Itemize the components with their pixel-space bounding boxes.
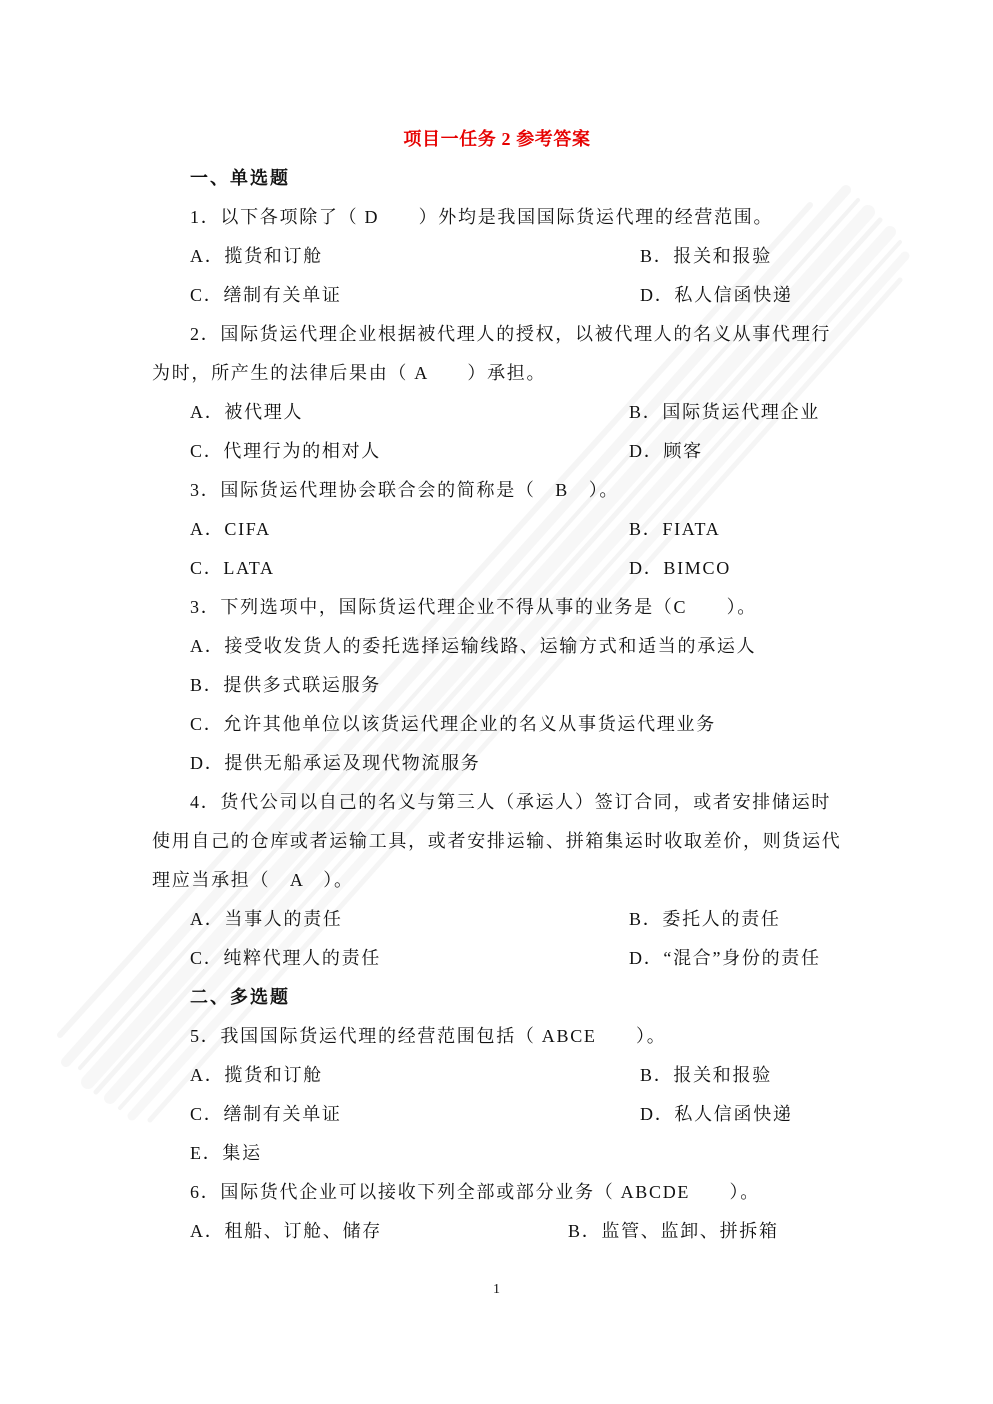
option-b: B．提供多式联运服务 <box>190 675 382 695</box>
option-e: E．集运 <box>190 1143 262 1163</box>
option-a: A．揽货和订舱 <box>190 1065 323 1085</box>
question-6-options-row <box>152 1212 842 1251</box>
question-3-options-row <box>152 549 842 588</box>
document-body <box>152 120 842 1251</box>
section-heading-single-choice: 一、单选题 <box>190 168 290 188</box>
question-5-text: 5．我国国际货运代理的经营范围包括（ ABCE ）。 <box>190 1026 667 1046</box>
question-4-text-line-2: 使用自己的仓库或者运输工具，或者安排运输、拼箱集运时收取差价，则货运代 <box>152 831 842 851</box>
question-3b-text: 3．下列选项中，国际货运代理企业不得从事的业务是（C ）。 <box>190 597 758 617</box>
option-a: A．CIFA <box>190 519 271 539</box>
question-4-options-row <box>152 939 842 978</box>
option-a: A．接受收发货人的委托选择运输线路、运输方式和适当的承运人 <box>190 636 757 656</box>
question-1-options-row <box>152 276 842 315</box>
option-c: C．缮制有关单证 <box>190 1104 342 1124</box>
question-5-options-row <box>152 1056 842 1095</box>
page-title: 项目一任务 2 参考答案 <box>403 129 591 149</box>
option-a: A．租船、订舱、储存 <box>190 1221 382 1241</box>
option-c: C．允许其他单位以该货运代理企业的名义从事货运代理业务 <box>190 714 716 734</box>
option-a: A．揽货和订舱 <box>190 246 323 266</box>
question-3-options-row <box>152 510 842 549</box>
question-2-options-row <box>152 393 842 432</box>
question-2-text-line-2: 为时，所产生的法律后果由（ A ）承担。 <box>152 363 547 383</box>
option-c: C．LATA <box>190 558 275 578</box>
question-5-options-row <box>152 1095 842 1134</box>
question-4-text-line-1: 4．货代公司以自己的名义与第三人（承运人）签订合同，或者安排储运时 <box>190 792 832 812</box>
option-b: B．委托人的责任 <box>629 909 781 929</box>
option-d: D．提供无船承运及现代物流服务 <box>190 753 481 773</box>
option-b: B．报关和报验 <box>640 246 772 266</box>
question-1-options-row <box>152 237 842 276</box>
option-d: D．“混合”身份的责任 <box>629 948 821 968</box>
option-d: D．BIMCO <box>629 558 731 578</box>
question-4-text-line-3: 理应当承担（ A ）。 <box>152 870 354 890</box>
question-1-text: 1．以下各项除了（ D ）外均是我国国际货运代理的经营范围。 <box>190 207 774 227</box>
option-b: B．FIATA <box>629 519 721 539</box>
question-2-options-row <box>152 432 842 471</box>
option-a: A．当事人的责任 <box>190 909 343 929</box>
option-a: A．被代理人 <box>190 402 304 422</box>
option-d: D．私人信函快递 <box>640 1104 793 1124</box>
option-b: B．国际货运代理企业 <box>629 402 821 422</box>
section-heading-multiple-choice: 二、多选题 <box>190 987 290 1007</box>
page-number: 1 <box>493 1282 500 1297</box>
option-b: B．监管、监卸、拼拆箱 <box>568 1221 779 1241</box>
option-c: C．代理行为的相对人 <box>190 441 382 461</box>
option-c: C．缮制有关单证 <box>190 285 342 305</box>
option-d: D．顾客 <box>629 441 703 461</box>
question-3-text: 3．国际货运代理协会联合会的简称是（ B ）。 <box>190 480 620 500</box>
question-6-text: 6．国际货代企业可以接收下列全部或部分业务（ ABCDE ）。 <box>190 1182 760 1202</box>
option-d: D．私人信函快递 <box>640 285 793 305</box>
question-4-options-row <box>152 900 842 939</box>
option-b: B．报关和报验 <box>640 1065 772 1085</box>
option-c: C．纯粹代理人的责任 <box>190 948 382 968</box>
question-2-text-line-1: 2．国际货运代理企业根据被代理人的授权，以被代理人的名义从事代理行 <box>190 324 832 344</box>
